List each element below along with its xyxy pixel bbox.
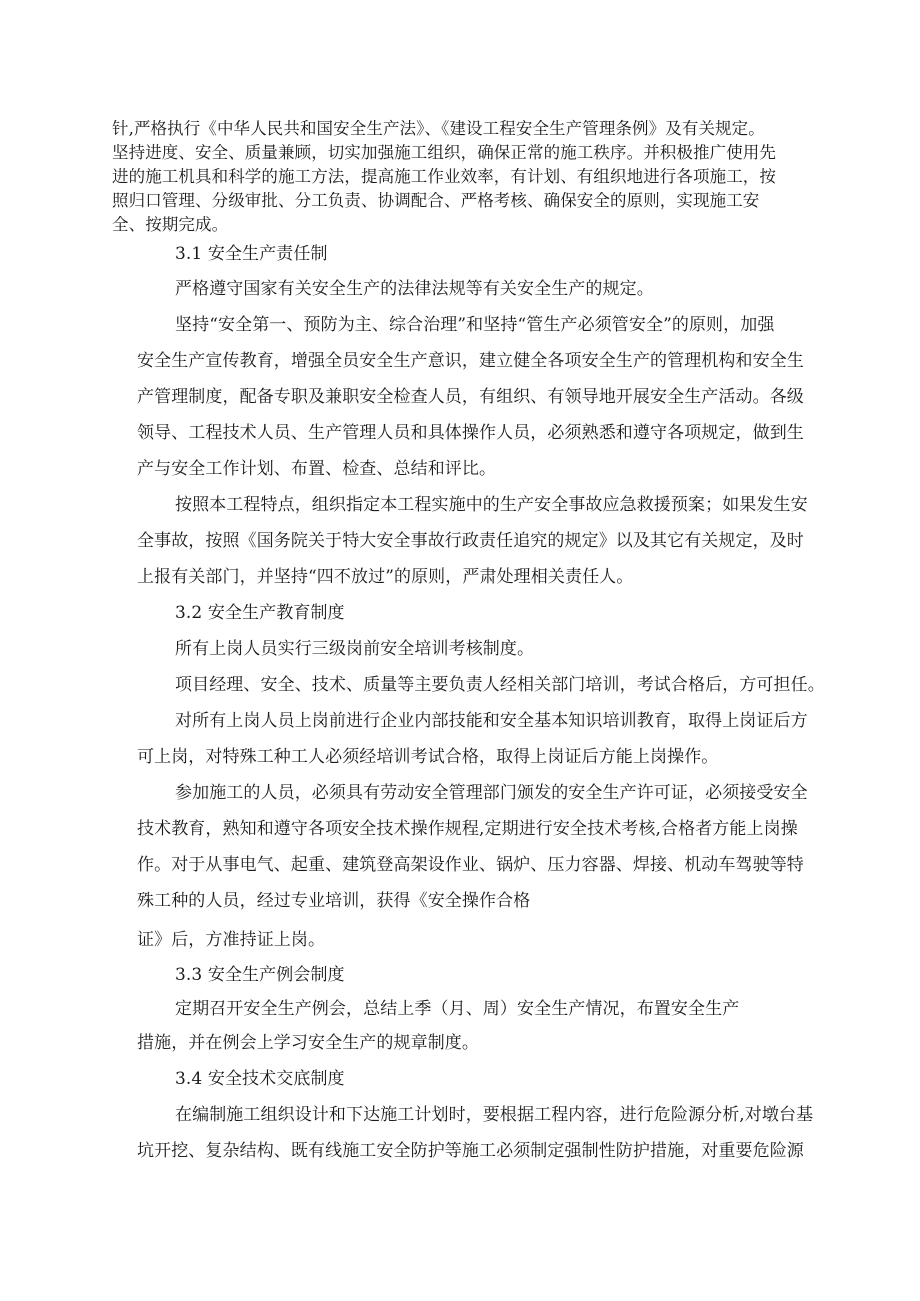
text-line: 坚持“安全第一、预防为主、综合治理”和坚持“管生产必须管安全”的原则，加强 [175, 315, 775, 335]
text-line: 技术教育，熟知和遵守各项安全技术操作规程,定期进行安全技术考核,合格者方能上岗操 [137, 819, 798, 839]
text-line: 全事故，按照《国务院关于特大安全事故行政责任追究的规定》以及其它有关规定，及时 [137, 531, 804, 551]
section-heading: 3.1 安全生产责任制 [175, 244, 328, 264]
text-line: 进的施工机具和科学的施工方法，提高施工作业效率，有计划、有组织地进行各项施工，按 [112, 167, 776, 186]
text-line: 对所有上岗人员上岗前进行企业内部技能和安全基本知识培训教育，取得上岗证后方 [175, 711, 808, 731]
text-line: 照归口管理、分级审批、分工负责、协调配合、严格考核、确保安全的原则，实现施工安 [112, 191, 760, 210]
text-line: 所有上岗人员实行三级岗前安全培训考核制度。 [175, 639, 535, 659]
section-heading: 3.4 安全技术交底制度 [175, 1069, 345, 1089]
text-line: 产与安全工作计划、布置、检查、总结和评比。 [137, 459, 497, 479]
text-line: 坚持进度、安全、质量兼顾，切实加强施工组织，确保正常的施工秩序。并积极推广使用先 [112, 143, 776, 162]
text-line: 参加施工的人员，必须具有劳动安全管理部门颁发的安全生产许可证，必须接受安全 [175, 783, 808, 803]
text-line: 坑开挖、复杂结构、既有线施工安全防护等施工必须制定强制性防护措施，对重要危险源 [137, 1141, 804, 1161]
text-line: 全、按期完成。 [112, 215, 229, 234]
text-line: 领导、工程技术人员、生产管理人员和具体操作人员，必须熟悉和遵守各项规定，做到生 [137, 423, 804, 443]
text-line: 安全生产宣传教育，增强全员安全生产意识，建立健全各项安全生产的管理机构和安全生 [137, 351, 804, 371]
text-line: 严格遵守国家有关安全生产的法律法规等有关安全生产的规定。 [175, 279, 654, 299]
text-line: 产管理制度，配备专职及兼职安全检查人员，有组织、有领导地开展安全生产活动。各级 [137, 387, 804, 407]
text-line: 可上岗，对特殊工种工人必须经培训考试合格，取得上岗证后方能上岗操作。 [137, 747, 719, 767]
text-line: 按照本工程特点，组织指定本工程实施中的生产安全事故应急救援预案；如果发生安 [175, 495, 808, 515]
text-line: 上报有关部门，并坚持“四不放过”的原则，严肃处理相关责任人。 [137, 567, 634, 587]
text-line: 针,严格执行《中华人民共和国安全生产法》、《建设工程安全生产管理条例》及有关规定。 [112, 119, 765, 138]
text-line: 在编制施工组织设计和下达施工计划时，要根据工程内容，进行危险源分析,对墩台基 [175, 1105, 814, 1125]
section-heading: 3.2 安全生产教育制度 [175, 603, 345, 623]
text-line: 作。对于从事电气、起重、建筑登高架设作业、锅炉、压力容器、焊接、机动车驾驶等特 [137, 855, 804, 875]
text-line: 证》后，方准持证上岗。 [137, 930, 326, 950]
text-line: 殊工种的人员，经过专业培训，获得《安全操作合格 [137, 891, 531, 911]
text-line: 措施，并在例会上学习安全生产的规章制度。 [137, 1033, 479, 1053]
section-heading: 3.3 安全生产例会制度 [175, 965, 345, 985]
text-line: 定期召开安全生产例会，总结上季（月、周）安全生产情况，布置安全生产 [175, 999, 740, 1019]
text-line: 项目经理、安全、技术、质量等主要负责人经相关部门培训，考试合格后，方可担任。 [175, 675, 825, 695]
